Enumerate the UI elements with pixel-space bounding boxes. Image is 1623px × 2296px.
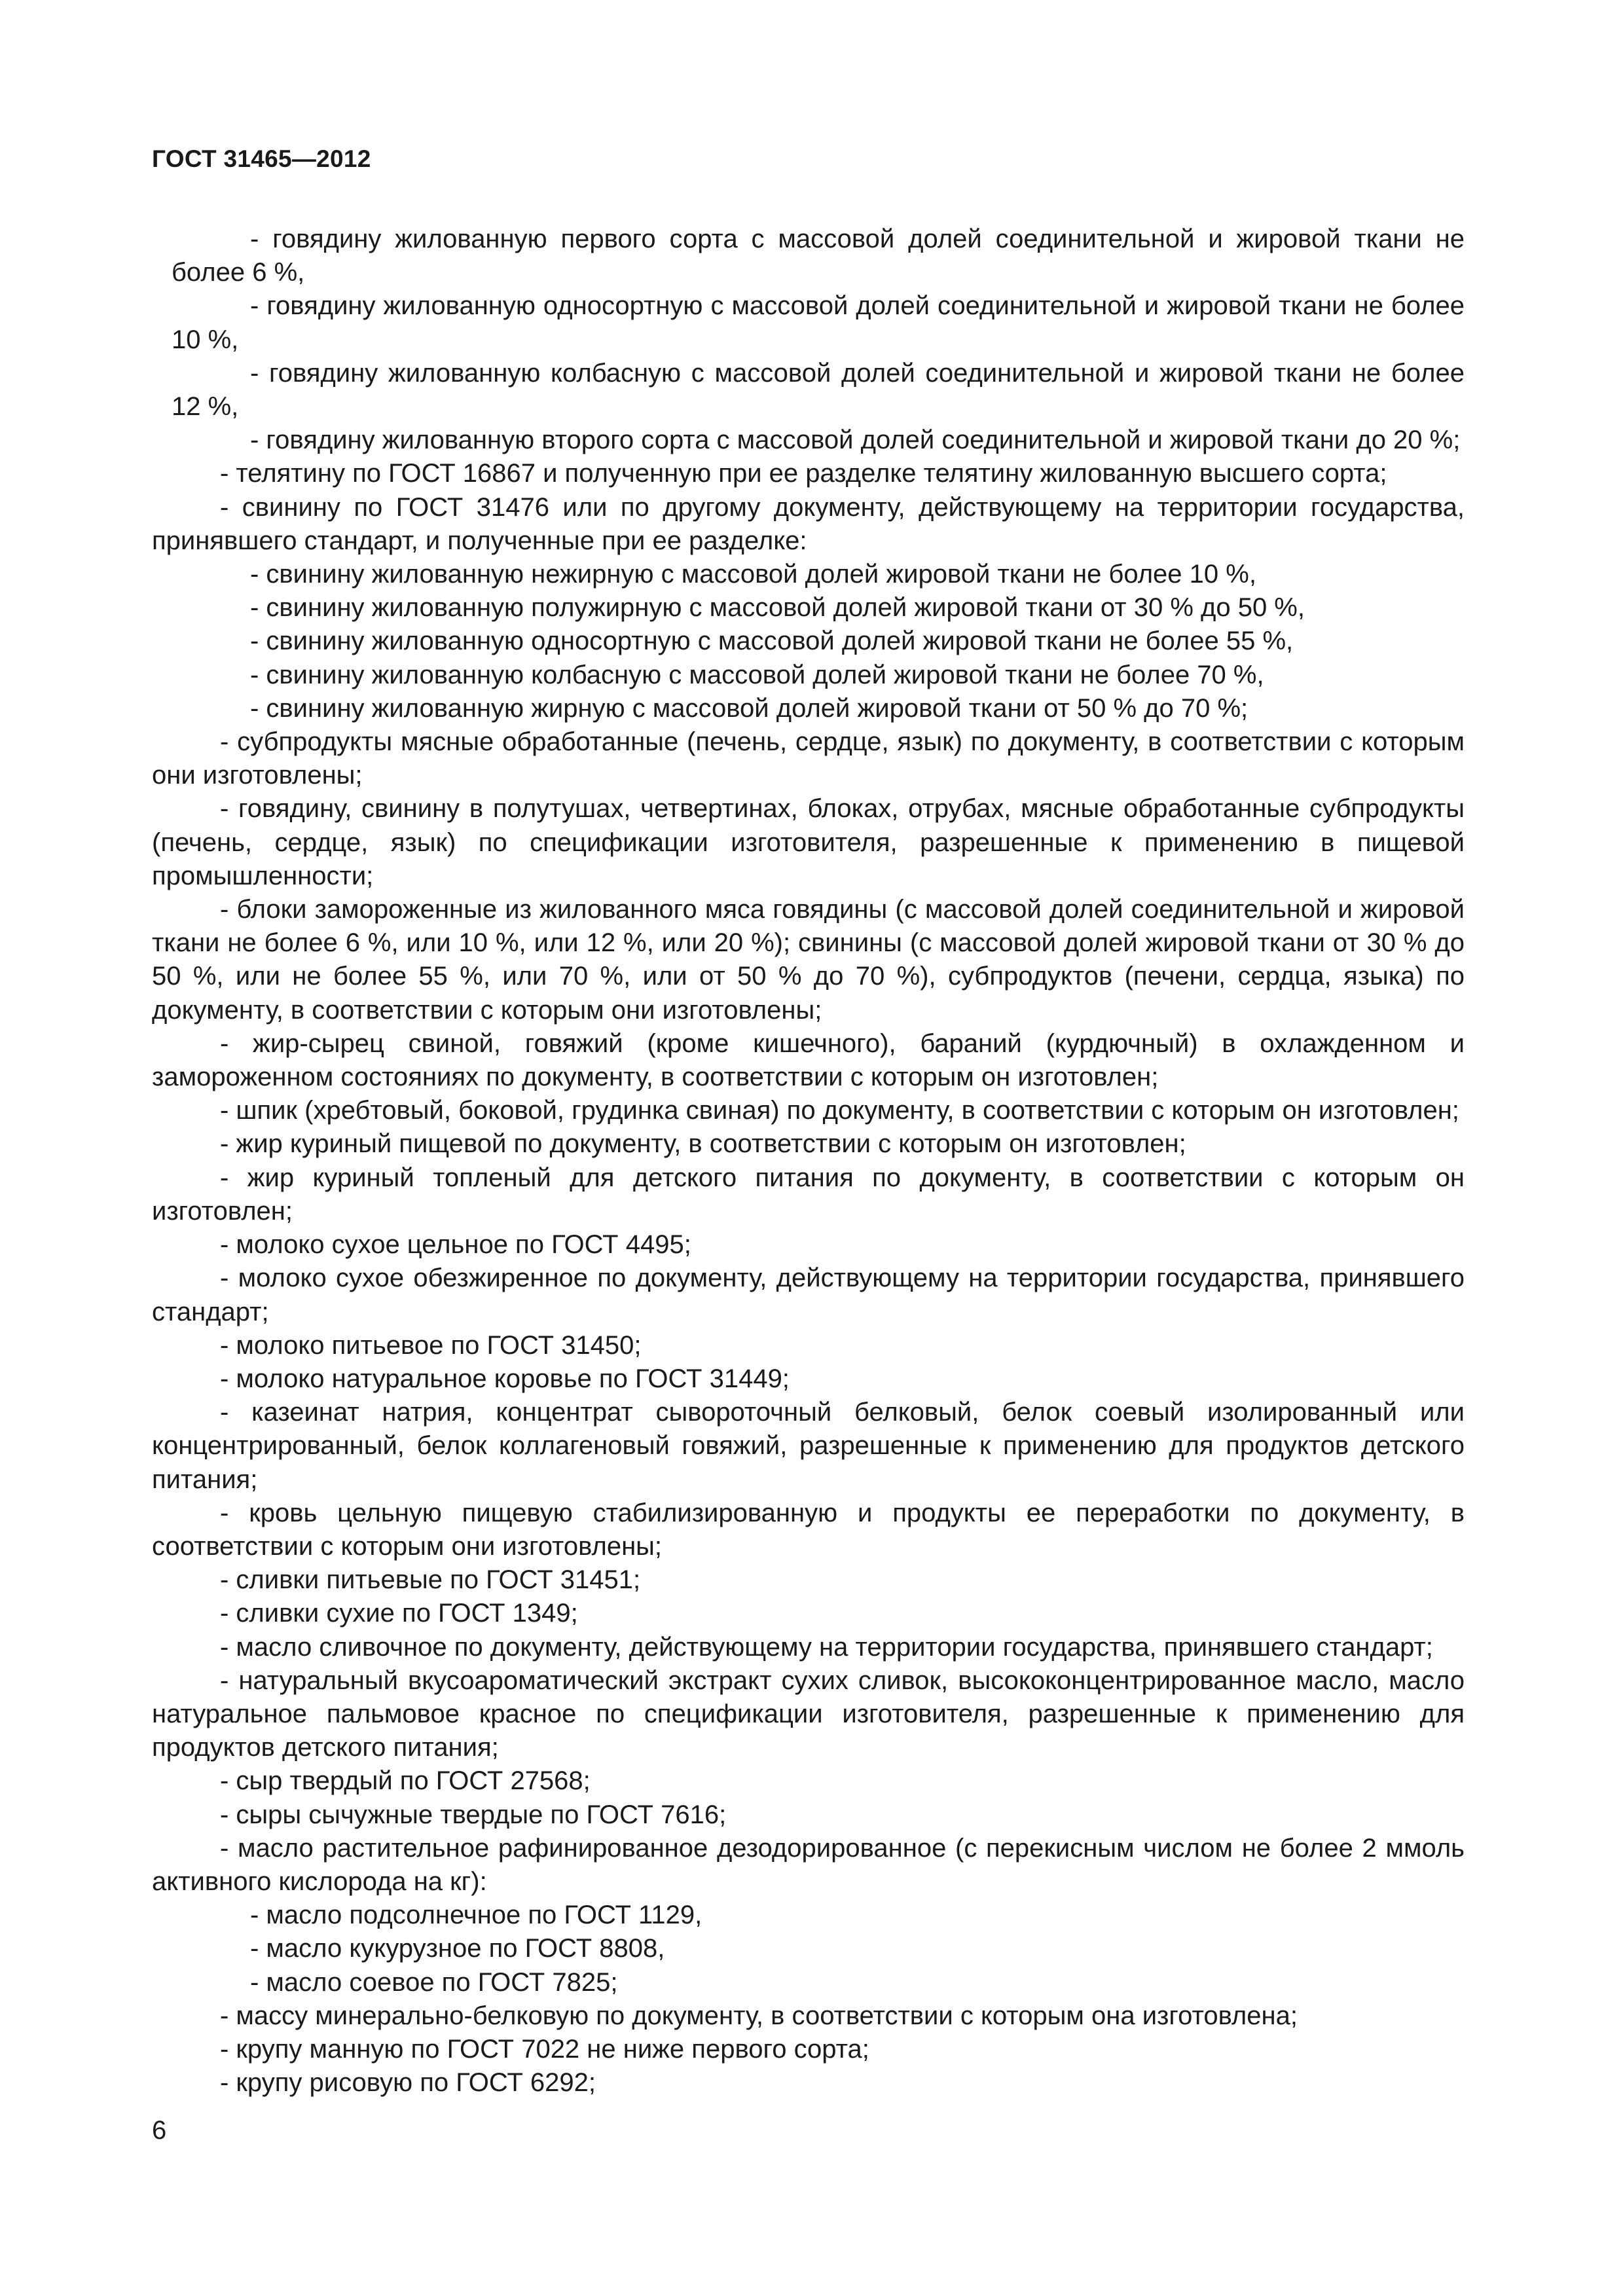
list-item: - масло растительное рафинированное дезодорированное (с перекисным числом не более 2 ммоль активного кислорода на кг): bbox=[152, 1833, 1465, 1896]
document-body bbox=[152, 223, 1465, 2100]
sub-list-item: - масло кукурузное по ГОСТ 8808, bbox=[250, 1934, 665, 1963]
list-item: - молоко питьевое по ГОСТ 31450; bbox=[220, 1330, 642, 1360]
list-item: - говядину, свинину в полутушах, четвертинах, блоках, отрубах, мясные обработанные субпродукты (печень, сердце, язык) по спецификации изготовителя, разрешенные к применению в пищевой промышленности; bbox=[152, 794, 1465, 890]
list-item: - жир куриный пищевой по документу, в соответствии с которым он изготовлен; bbox=[220, 1129, 1186, 1159]
sub-list-item: - говядину жилованную первого сорта с массовой долей соединительной и жировой ткани не более 6 %, bbox=[172, 225, 1465, 287]
sub-list-item: - свинину жилованную колбасную с массовой долей жировой ткани не более 70 %, bbox=[250, 660, 1264, 689]
list-item: - сливки питьевые по ГОСТ 31451; bbox=[220, 1565, 641, 1595]
list-item: - телятину по ГОСТ 16867 и полученную при ее разделке телятину жилованную высшего сорта; bbox=[220, 459, 1387, 488]
document-header: ГОСТ 31465—2012 bbox=[152, 145, 371, 172]
sub-list-item: - свинину жилованную односортную с массовой долей жировой ткани не более 55 %, bbox=[250, 627, 1294, 656]
list-item: - сыры сычужные твердые по ГОСТ 7616; bbox=[220, 1800, 727, 1829]
list-item: - натуральный вкусоароматический экстракт сухих сливок, высококонцентрированное масло, масло натуральное пальмовое красное по спецификации изготовителя, разрешенные к применению для продуктов детского питания; bbox=[152, 1666, 1465, 1762]
list-item: - сливки сухие по ГОСТ 1349; bbox=[220, 1599, 578, 1628]
sub-list-item: - масло соевое по ГОСТ 7825; bbox=[250, 1967, 618, 1997]
list-item: - казеинат натрия, концентрат сывороточный белковый, белок соевый изолированный или концентрированный, белок коллагеновый говяжий, разрешенные к применению для продуктов детского питания; bbox=[152, 1398, 1465, 1494]
list-item: - крупу рисовую по ГОСТ 6292; bbox=[220, 2068, 596, 2098]
list-item: - молоко натуральное коровье по ГОСТ 31449; bbox=[220, 1364, 790, 1393]
list-item: - массу минерально-белковую по документу, в соответствии с которым она изготовлена; bbox=[220, 2001, 1298, 2030]
list-item: - субпродукты мясные обработанные (печень, сердце, язык) по документу, в соответствии с которым они изготовлены; bbox=[152, 727, 1465, 790]
list-item: - сыр твердый по ГОСТ 27568; bbox=[220, 1766, 591, 1796]
list-item: - кровь цельную пищевую стабилизированную и продукты ее переработки по документу, в соответствии с которым они изготовлены; bbox=[152, 1498, 1465, 1561]
sub-list-item: - свинину жилованную жирную с массовой долей жировой ткани от 50 % до 70 %; bbox=[250, 693, 1249, 723]
list-item: - молоко сухое обезжиренное по документу, действующему на территории государства, принявшего стандарт; bbox=[152, 1264, 1465, 1326]
list-item: - крупу манную по ГОСТ 7022 не ниже первого сорта; bbox=[220, 2034, 869, 2064]
list-item: - шпик (хребтовый, боковой, грудинка свиная) по документу, в соответствии с которым он изготовлен; bbox=[220, 1096, 1459, 1125]
sub-list-item: - свинину жилованную полужирную с массовой долей жировой ткани от 30 % до 50 %, bbox=[250, 593, 1305, 623]
sub-list-item: - масло подсолнечное по ГОСТ 1129, bbox=[250, 1901, 702, 1930]
page-number: 6 bbox=[152, 2116, 167, 2145]
sub-list-item: - говядину жилованную односортную с массовой долей соединительной и жировой ткани не более 10 %, bbox=[172, 291, 1465, 354]
list-item: - блоки замороженные из жилованного мяса говядины (с массовой долей соединительной и жировой ткани не более 6 %, или 10 %, или 12 %, или 20 %); свинины (с массовой долей жировой ткани от 30 % до 50 %, или не более 55 %, или 70 %, или от 50 % до 70 %), субпродуктов (печени, сердца, языка) по документу, в соответствии с которым они изготовлены; bbox=[152, 895, 1465, 1025]
list-item: - масло сливочное по документу, действующему на территории государства, принявшего стандарт; bbox=[220, 1632, 1433, 1662]
list-item: - жир куриный топленый для детского питания по документу, в соответствии с которым он изготовлен; bbox=[152, 1163, 1465, 1226]
sub-list-item: - свинину жилованную нежирную с массовой долей жировой ткани не более 10 %, bbox=[250, 560, 1256, 589]
list-item: - свинину по ГОСТ 31476 или по другому документу, действующему на территории государства, принявшего стандарт, и полученные при ее разделке: bbox=[152, 492, 1465, 555]
sub-list-item: - говядину жилованную колбасную с массовой долей соединительной и жировой ткани не более 12 %, bbox=[172, 358, 1465, 422]
list-item: - жир-сырец свиной, говяжий (кроме кишечного), бараний (курдючный) в охлажденном и замороженном состояниях по документу, в соответствии с которым он изготовлен; bbox=[152, 1029, 1465, 1092]
sub-list-item: - говядину жилованную второго сорта с массовой долей соединительной и жировой ткани до 20 %; bbox=[250, 426, 1461, 455]
list-item: - молоко сухое цельное по ГОСТ 4495; bbox=[220, 1230, 691, 1260]
